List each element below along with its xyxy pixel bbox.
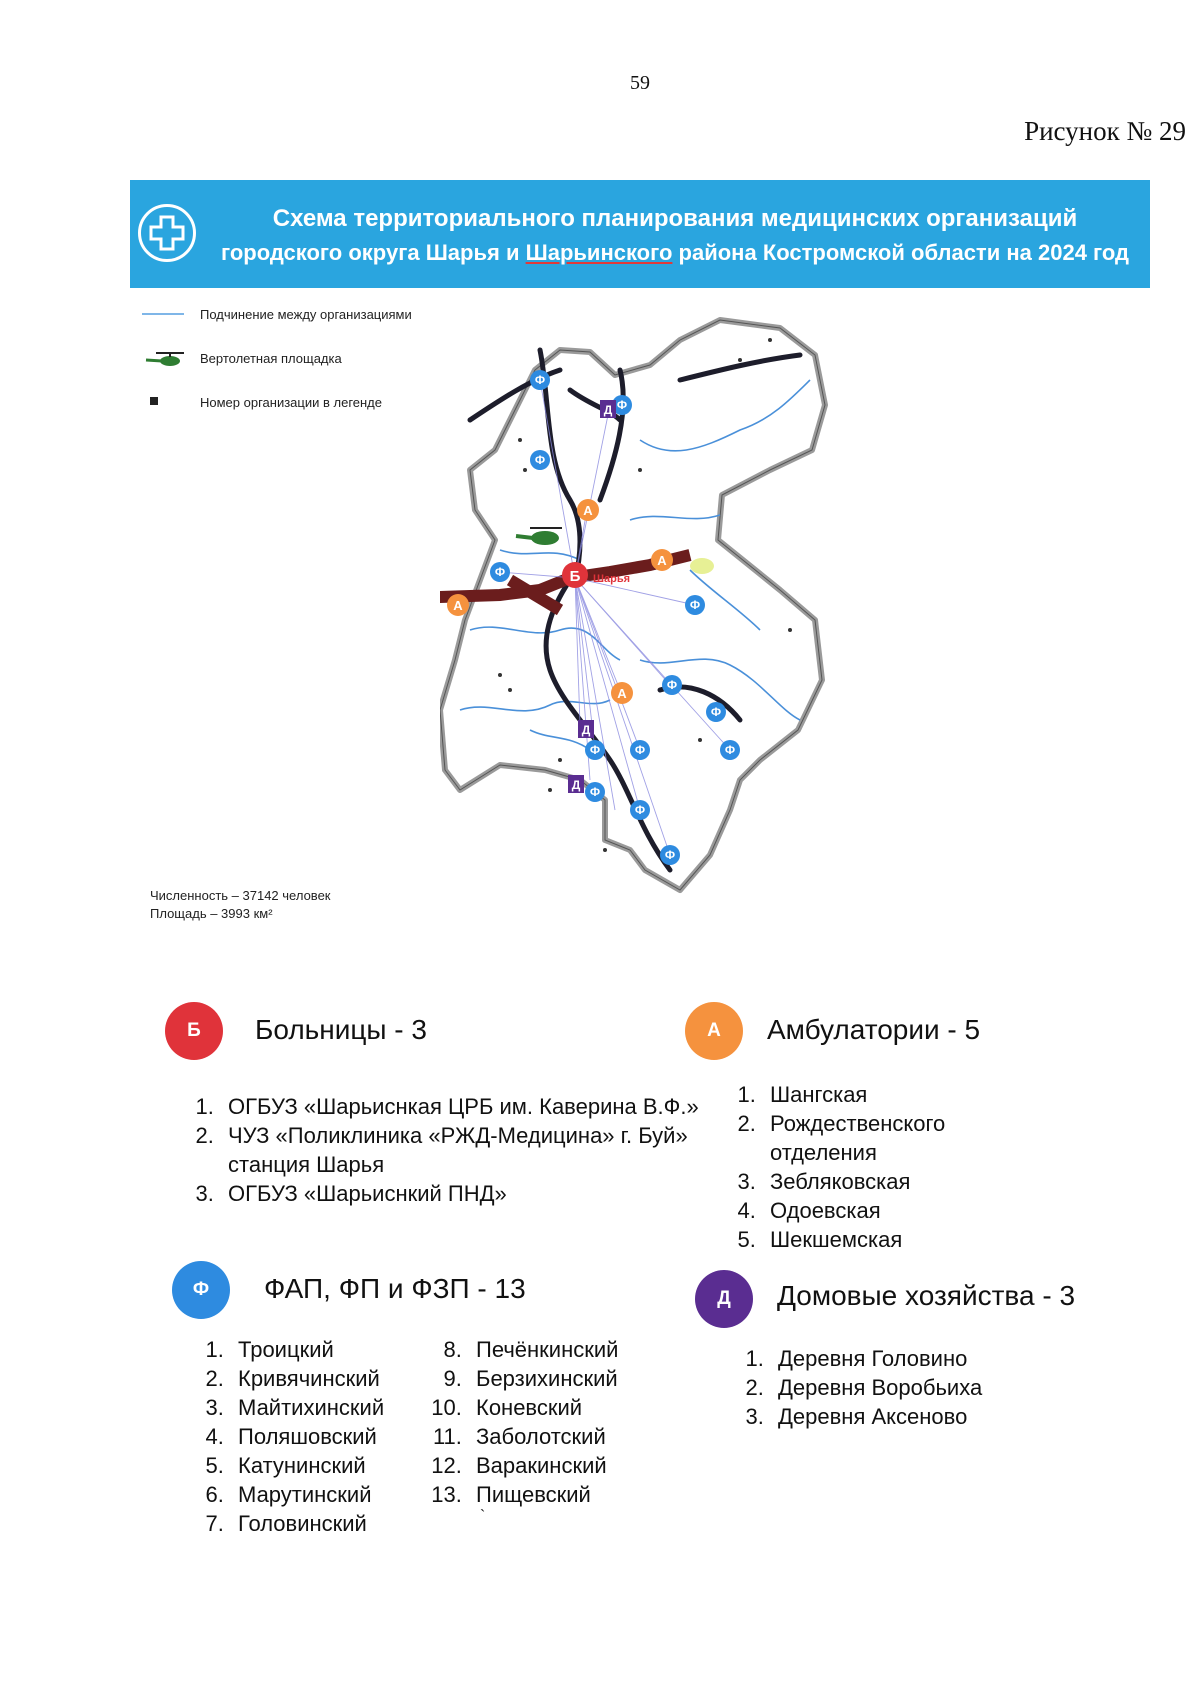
svg-text:Ф: Ф [666,678,678,692]
map-fap-marker [490,562,510,582]
list-item: 6. Марутинский [230,1480,470,1509]
fap-list-col2 [422,1335,728,1509]
list-item: 7. Головинский [230,1509,470,1538]
list-item: 3. Майтихинский [230,1393,470,1422]
svg-text:А: А [453,598,463,613]
banner-title-line2-b: Шарьинского [525,240,673,265]
list-item: 11. Заболотский [468,1422,728,1451]
map-hospital-marker [562,562,588,588]
svg-text:Ф: Ф [589,743,601,757]
figure-label: Рисунок № 29 [1024,116,1186,146]
svg-text:А: А [657,553,667,568]
map-fap-marker [630,800,650,820]
map-fap-marker [660,845,680,865]
org-number-marker-icon [140,393,194,413]
map-fap-marker [585,782,605,802]
ambulatory-badge-icon: А [685,1002,743,1060]
list-item: 1. ОГБУЗ «Шарьиснкая ЦРБ им. Каверина В.Ф.» [220,1092,740,1121]
map-household-marker [568,775,584,793]
map-ambulatory-marker [651,549,673,571]
household-badge-icon: Д [695,1270,753,1328]
svg-text:Д: Д [581,723,591,737]
list-item: 3. Деревня Аксеново [770,1402,1070,1431]
svg-text:Ф: Ф [634,743,646,757]
list-item: 3. Зебляковская [762,1167,1022,1196]
title-banner [130,180,1150,288]
list-item: 12. Варакинский [468,1451,728,1480]
list-item: 4. Поляшовский [230,1422,470,1451]
list-item: 2. Кривячинский [230,1364,470,1393]
district-map [440,310,880,930]
households-title: Домовые хозяйства - 3 [777,1280,1076,1311]
stray-mark: ` [480,1508,486,1525]
subordination-line-icon [140,305,194,325]
map-household-marker [578,720,594,738]
svg-text:Ф: Ф [689,598,701,612]
svg-text:Ф: Ф [616,398,628,412]
ambulatories-list [722,1080,1022,1254]
map-fap-marker [706,702,726,722]
banner-title-line2-c: района Костромской области на 2024 год [672,240,1130,265]
population-stat: Численность – 37142 человек [150,888,331,903]
svg-text:А: А [617,686,627,701]
fap-badge-icon: Ф [172,1261,230,1319]
svg-text:Ф: Ф [589,785,601,799]
map-fap-marker [585,740,605,760]
banner-title-line2 [210,236,1140,270]
banner-title-line2-a: городского округа Шарья и [220,240,526,265]
area-stat: Площадь – 3993 км² [150,906,273,921]
map-ambulatory-marker [611,682,633,704]
list-item: 2. ЧУЗ «Поликлиника «РЖД-Медицина» г. Буй» станция Шарья [220,1121,740,1179]
hospitals-title: Больницы - 3 [255,1014,427,1045]
list-item: 3. ОГБУЗ «Шарьиснкий ПНД» [220,1179,740,1208]
ambulatories-title: Амбулатории - 5 [767,1014,981,1045]
map-fap-marker [630,740,650,760]
svg-text:Д: Д [603,403,613,417]
hospitals-list [180,1092,740,1208]
list-item: 4. Одоевская [762,1196,1022,1225]
svg-text:Д: Д [571,778,581,792]
banner-title-line1: Схема территориального планирования медицинских организаций [272,205,1078,232]
households-list [730,1344,1070,1431]
legend-helipad-label: Вертолетная площадка [200,351,342,366]
hospital-badge-icon: Б [165,1002,223,1060]
shade-patch [690,558,714,574]
helicopter-icon [140,349,194,369]
list-item: 8. Печёнкинский [468,1335,728,1364]
fap-title: ФАП, ФП и ФЗП - 13 [264,1273,526,1304]
map-fap-marker [662,675,682,695]
svg-text:Ф: Ф [710,705,722,719]
district-stats [150,887,330,923]
list-item: 10. Коневский [468,1393,728,1422]
svg-text:Ф: Ф [494,565,506,579]
svg-text:Ф: Ф [724,743,736,757]
map-fap-marker [720,740,740,760]
map-household-marker [600,400,616,418]
map-fap-marker [530,370,550,390]
svg-text:А: А [583,503,593,518]
list-item: 1. Деревня Головино [770,1344,1070,1373]
list-item: 5. Шекшемская [762,1225,1022,1254]
banner-title [210,202,1140,270]
list-item: 13. Пищевский [468,1480,728,1509]
map-ambulatory-marker [577,499,599,521]
svg-text:Б: Б [569,568,581,585]
svg-text:Ф: Ф [534,453,546,467]
map-ambulatory-marker [447,594,469,616]
map-fap-marker [685,595,705,615]
legend-org-number-label: Номер организации в легенде [200,395,382,410]
list-item: 5. Катунинский [230,1451,470,1480]
svg-text:Ф: Ф [634,803,646,817]
page-number: 59 [630,72,650,94]
medical-cross-icon [138,204,196,262]
map-fap-marker [530,450,550,470]
list-item: 2. Рождественского отделения [762,1109,1022,1167]
list-item: 2. Деревня Воробьиха [770,1373,1070,1402]
legend-subordination-label: Подчинение между организациями [200,307,412,322]
list-item: 1. Троицкий [230,1335,470,1364]
svg-text:Ф: Ф [664,848,676,862]
map-city-label: Шарья [593,573,631,585]
list-item: 1. Шангская [762,1080,1022,1109]
svg-text:Ф: Ф [534,373,546,387]
list-item: 9. Берзихинский [468,1364,728,1393]
